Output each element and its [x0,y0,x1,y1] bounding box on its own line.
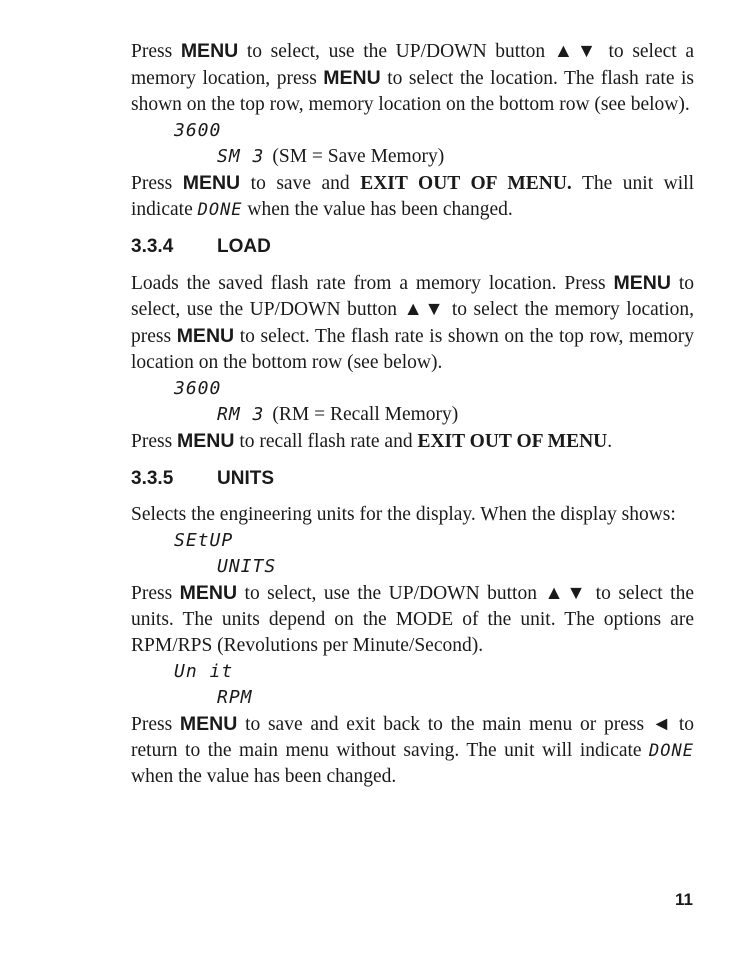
done-display: DONE [197,200,243,220]
section-heading-load: 3.3.4 LOAD [131,236,271,257]
units-confirm: Press MENU to save and exit back to the main menu or press ◄ to return to the main menu without saving. The unit will indicate DONE when the value has been changed. [131,713,694,787]
manual-page [131,38,694,790]
done-display: DONE [649,741,694,761]
display-note: (SM = Save Memory) [272,146,445,167]
menu-key-label: MENU [177,430,235,452]
units-intro: Selects the engineering units for the display. When the display shows: [131,504,676,525]
menu-key-label: MENU [179,713,238,735]
exit-menu-text: EXIT OUT OF MENU [417,431,608,452]
menu-key-label: MENU [323,67,381,89]
display-note: (RM = Recall Memory) [272,404,459,425]
save-instructions: Press MENU to select, use the UP/DOWN button ▲▼ to select a memory location, press MENU to select the location. The flash rate is shown on the top row, memory location on the bottom row (see below). [131,40,694,115]
menu-key-label: MENU [180,40,239,62]
menu-key-label: MENU [176,325,235,347]
display-top-row: 3600 [174,378,222,399]
display-top-row: 3600 [174,120,222,141]
save-confirm: Press MENU to save and EXIT OUT OF MENU. The unit will indicate DONE when the value has been changed. [131,170,694,223]
units-instructions: Press MENU to select, use the UP/DOWN button ▲▼ to select the units. The units depend on the MODE of the unit. The options are RPM/RPS (Revolutions per Minute/Second). [131,582,694,656]
exit-menu-text: EXIT OUT OF MENU. [360,173,572,194]
load-instructions: Loads the saved flash rate from a memory location. Press MENU to select, use the UP/DOWN button ▲▼ to select the memory location, press MENU to select. The flash rate is shown on the top row, memory location on the bottom row (see below). [131,272,695,373]
menu-key-label: MENU [182,172,241,194]
display-top-row: Un it [174,661,234,682]
display-bottom-row: RM 3 (RM = Recall Memory) [217,404,459,425]
display-bottom-row: SM 3 (SM = Save Memory) [217,146,445,167]
section-heading-units: 3.3.5 UNITS [131,468,274,489]
load-confirm: Press MENU to recall flash rate and EXIT OUT OF MENU. [131,430,613,452]
menu-key-label: MENU [179,582,238,604]
display-bottom-row: UNITS [217,556,277,577]
display-bottom-row: RPM [217,687,253,708]
display-top-row: SEtUP [174,530,234,551]
page-number: 11 [675,890,693,909]
menu-key-label: MENU [613,272,671,294]
